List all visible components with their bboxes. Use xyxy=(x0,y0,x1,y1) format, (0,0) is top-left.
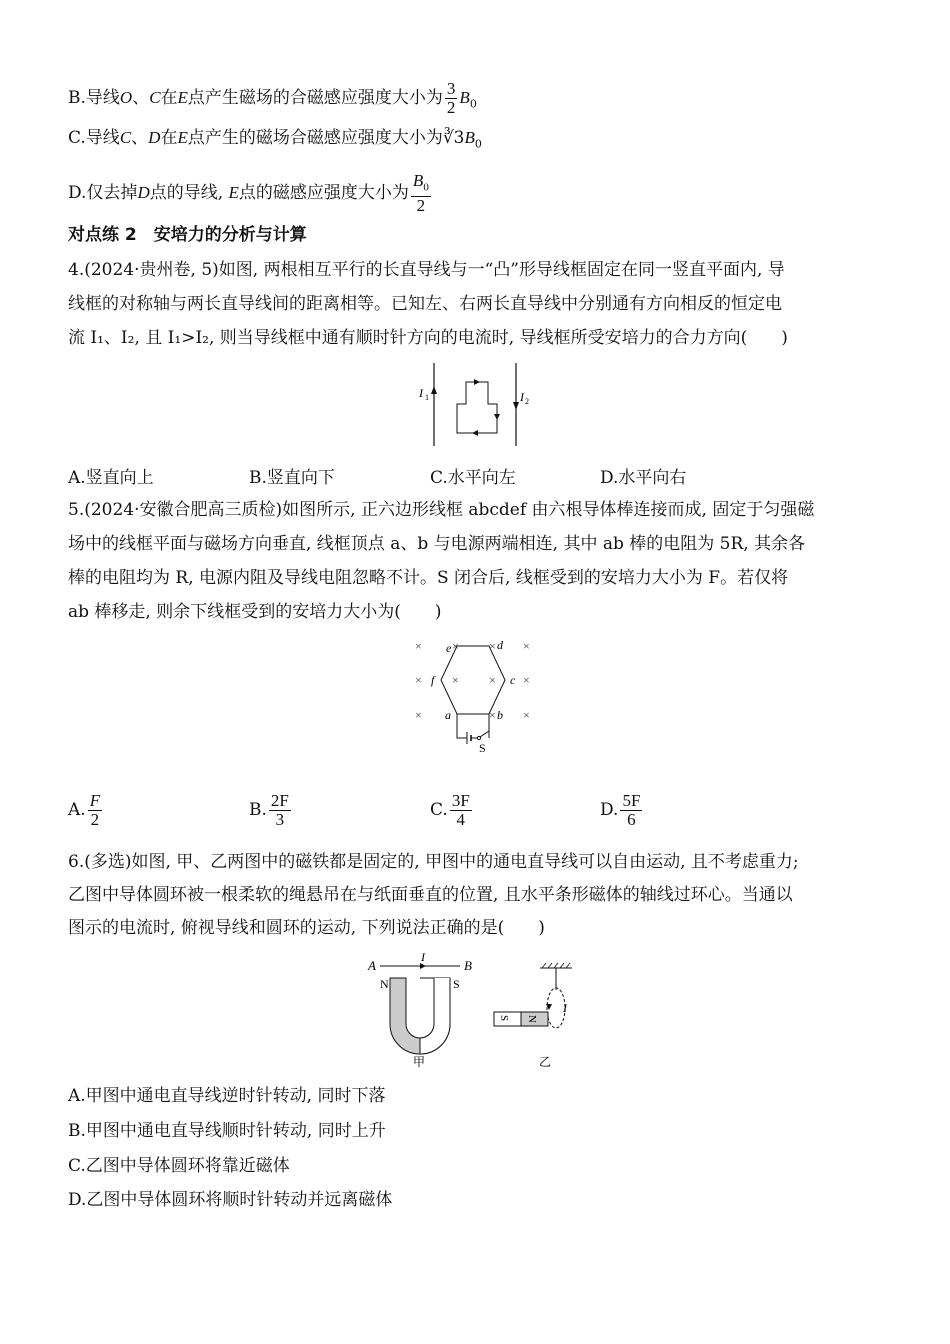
svg-text:×: × xyxy=(489,708,496,722)
q3-option-c: C.导线C、D在E点产生的磁场合磁感应强度大小为$∛3B_0$ xyxy=(68,128,482,151)
svg-text:d: d xyxy=(497,638,503,652)
q5-text-line: 场中的线框平面与磁场方向垂直, 线框顶点 a、b 与电源两端相连, 其中 ab 棒的电阻为 5R, 其余各 xyxy=(68,534,806,554)
svg-text:f: f xyxy=(431,673,435,687)
svg-text:B: B xyxy=(464,958,472,973)
svg-text:×: × xyxy=(415,673,422,687)
q5-text-line: 5.(2024·安徽合肥高三质检)如图所示, 正六边形线框 abcdef 由六根导体棒连接而成, 固定于匀强磁 xyxy=(68,500,815,520)
q6-option-b: B.甲图中通电直导线顺时针转动, 同时上升 xyxy=(68,1121,386,1141)
svg-text:A: A xyxy=(368,958,376,973)
svg-text:×: × xyxy=(452,673,459,687)
q4-option-b: B.竖直向下 xyxy=(249,468,335,488)
q6-text-line: 乙图中导体圆环被一根柔软的绳悬吊在与纸面垂直的位置, 且水平条形磁体的轴线过环心。当通以 xyxy=(68,885,793,905)
q4-text-line: 流 I₁、I₂, 且 I₁>I₂, 则当导线框中通有顺时针方向的电流时, 导线框所受安培力的合力方向( ) xyxy=(68,328,788,348)
q3-option-d: D.仅去掉D点的导线, E点的磁感应强度大小为 $\frac{B_0}{2}$ xyxy=(68,171,429,216)
q4-text-line: 4.(2024·贵州卷, 5)如图, 两根相互平行的长直导线与一“凸”形导线框固定在同一竖直平面内, 导 xyxy=(68,260,785,280)
svg-text:×: × xyxy=(415,708,422,722)
svg-text:e: e xyxy=(446,641,452,655)
svg-text:×: × xyxy=(489,639,496,653)
q6-option-d: D.乙图中导体圆环将顺时针转动并远离磁体 xyxy=(68,1190,393,1210)
svg-text:S: S xyxy=(479,741,486,752)
q5-option-a: A. $\frac{F}{2}$ xyxy=(68,791,101,829)
svg-text:I: I xyxy=(563,1001,567,1015)
q4-option-d: D.水平向右 xyxy=(600,468,687,488)
label-i1: I xyxy=(419,386,423,400)
q4-figure xyxy=(410,358,540,448)
svg-text:S: S xyxy=(453,977,460,991)
svg-text:×: × xyxy=(523,673,530,687)
q5-option-c: C. $\frac{3F}{4}$ xyxy=(430,791,470,829)
q5-option-d: D. $\frac{5F}{6}$ xyxy=(600,791,641,829)
svg-text:a: a xyxy=(445,708,451,722)
svg-text:×: × xyxy=(523,708,530,722)
fraction: $\frac{3}{2}$ xyxy=(446,79,456,117)
svg-text:×: × xyxy=(489,673,496,687)
q5-text-line: ab 棒移走, 则余下线框受到的安培力大小为( ) xyxy=(68,602,442,622)
q6-figure xyxy=(360,948,590,1076)
label-i2: I xyxy=(520,390,524,404)
svg-text:c: c xyxy=(510,673,516,687)
svg-text:×: × xyxy=(415,639,422,653)
q6-option-a: A.甲图中通电直导线逆时针转动, 同时下落 xyxy=(68,1086,386,1106)
svg-text:×: × xyxy=(523,639,530,653)
svg-text:1: 1 xyxy=(425,393,429,402)
q5-figure xyxy=(405,632,545,752)
q4-text-line: 线框的对称轴与两长直导线间的距离相等。已知左、右两长直导线中分别通有方向相反的恒定电 xyxy=(68,294,782,314)
svg-text:×: × xyxy=(452,639,459,653)
q4-option-c: C.水平向左 xyxy=(430,468,516,488)
section-heading: 对点练 2 安培力的分析与计算 xyxy=(68,225,307,245)
q6-text-line: 图示的电流时, 俯视导线和圆环的运动, 下列说法正确的是( ) xyxy=(68,918,545,938)
svg-text:乙: 乙 xyxy=(539,1055,552,1069)
svg-text:I: I xyxy=(421,950,425,964)
q6-option-c: C.乙图中导体圆环将靠近磁体 xyxy=(68,1156,290,1176)
fraction: $\frac{B_0}{2}$ xyxy=(412,171,429,216)
svg-text:S: S xyxy=(498,1015,510,1022)
q4-option-a: A.竖直向上 xyxy=(68,468,154,488)
q5-text-line: 棒的电阻均为 R, 电源内阻及导线电阻忽略不计。S 闭合后, 线框受到的安培力大小为 F。若仅将 xyxy=(68,568,789,588)
q3-option-b: B.导线O、C在E点产生磁场的合磁感应强度大小为 $\frac{3}{2}$ $B_0$ xyxy=(68,79,477,117)
svg-text:2: 2 xyxy=(525,397,529,406)
svg-text:甲: 甲 xyxy=(413,1055,426,1069)
q6-text-line: 6.(多选)如图, 甲、乙两图中的磁铁都是固定的, 甲图中的通电直导线可以自由运动, 且不考虑重力; xyxy=(68,852,799,872)
svg-text:N: N xyxy=(380,977,389,991)
q5-option-b: B. $\frac{2F}{3}$ xyxy=(249,791,289,829)
svg-text:b: b xyxy=(497,708,503,722)
svg-text:N: N xyxy=(526,1015,538,1023)
